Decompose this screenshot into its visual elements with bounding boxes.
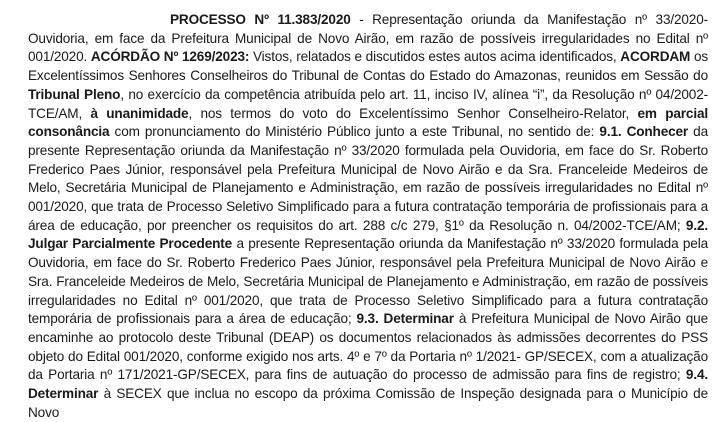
item-9-2-heading: 9.2. Julgar Parcialmente Procedente — [28, 217, 708, 252]
item-9-2-text: a presente Representação oriunda da Manifestação nº 33/2020 formulada pela Ouvidoria, em face do Sr. Roberto Frederico Paes Júnior, responsável pela Prefeitura Municipal de Novo Airão e Sra. Franceleide Medeiros de Melo, Secretária Municipal de Planejamento e Administração, em razão de possíveis irregularidades no Edital nº 001/2020, que trata de Processo Seletivo Simplificado para a futura contratação temporária de profissionais para a área de educação; — [28, 236, 708, 327]
process-number: PROCESSO Nº 11.383/2020 — [170, 12, 351, 27]
text-segment: , nos termos do voto do Excelentíssimo Senhor Conselheiro-Relator, — [188, 105, 638, 121]
item-9-4-text: à SECEX que inclua no escopo da próxima Comissão de Inspeção designada para o Município de Novo — [28, 386, 708, 420]
unanimidade: à unanimidade — [90, 105, 189, 121]
acordao-paragraph — [28, 11, 708, 422]
process-description: - Representação oriunda da Manifestação nº 33/2020-Ouvidoria, em face da Prefeitura Municipal de Novo Airão, em razão de possíveis irregularidades no Edital nº 001/2020. — [28, 12, 709, 65]
item-9-3-heading: 9.3. Determinar — [356, 311, 454, 327]
parcial-consonancia: em parcial consonância — [28, 105, 708, 140]
text-segment: , no exercício da competência atribuída pelo art. 11, inciso IV, alínea “i”, da Resolução nº 04/2002-TCE/AM, — [28, 86, 708, 121]
text-segment: com pronunciamento do Ministério Público junto a este Tribunal, no sentido de: — [109, 124, 600, 140]
tribunal-pleno: Tribunal Pleno — [28, 86, 121, 102]
item-9-4-heading: 9.4. Determinar — [28, 367, 708, 402]
text-segment: os Excelentíssimos Senhores Conselheiros do Tribunal de Contas do Estado do Amazonas, reunidos em Sessão do — [28, 49, 709, 84]
item-9-1-text: da presente Representação oriunda da Manifestação nº 33/2020 formulada pela Ouvidoria, em face do Sr. Roberto Frederico Paes Júnior, responsável pela Prefeitura Municipal de Novo Airão e da Sra. Franceleide Medeiros de Melo, Secretária Municipal de Planejamento e Administração, em razão de possíveis irregularidades no Edital nº 001/2020, que trata de Processo Seletivo Simplificado para a futura contratação temporária de profissionais para a área de educação, por preencher os requisitos do art. 288 c/c 279, §1º da Resolução n. 04/2002-TCE/AM; — [28, 124, 708, 233]
acordao-number: ACÓRDÃO Nº 1269/2023: — [90, 49, 250, 65]
document-page — [28, 11, 708, 422]
item-9-1-heading: 9.1. Conhecer — [599, 124, 689, 140]
text-segment: Vistos, relatados e discutidos estes autos acima identificados, — [249, 49, 621, 65]
item-9-3-text: à Prefeitura Municipal de Novo Airão que encaminhe ao protocolo deste Tribunal (DEAP) os documentos relacionados às admissões decorrentes do PSS objeto do Edital 001/2020, conforme exigido nos arts. 4º e 7º da Portaria nº 1/2021- GP/SECEX, com a atualização da Portaria nº 171/2021-GP/SECEX, para fins de autuação do processo de admissão para fins de registro; — [28, 311, 708, 383]
acordam-keyword: ACORDAM — [620, 49, 691, 65]
